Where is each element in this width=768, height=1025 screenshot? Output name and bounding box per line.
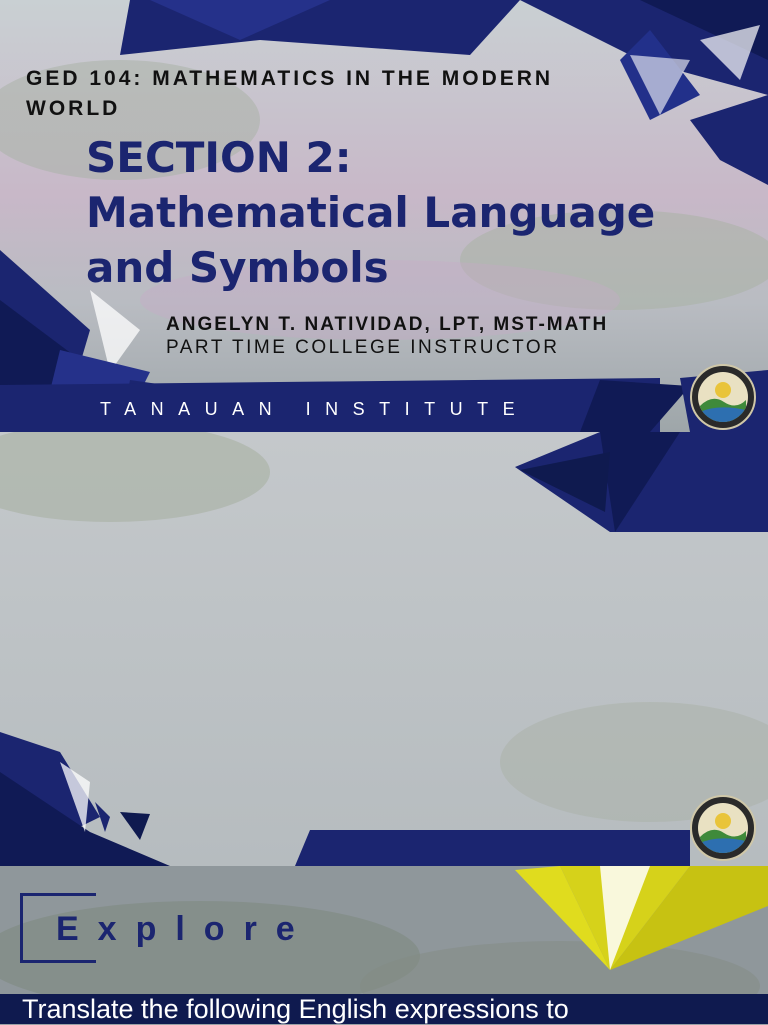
author-role: PART TIME COLLEGE INSTRUCTOR xyxy=(166,337,560,358)
section-title-line: and Symbols xyxy=(86,243,389,292)
school-seal-icon xyxy=(690,795,756,861)
learning-outcomes-background xyxy=(0,432,768,866)
section-title-line: SECTION 2: xyxy=(86,133,352,182)
translate-prompt: Translate the following English expressions to xyxy=(22,994,569,1024)
title-slide xyxy=(0,0,768,432)
explore-heading: Explore xyxy=(56,910,314,948)
author-name: ANGELYN T. NATIVIDAD, LPT, MST-MATH xyxy=(166,314,609,335)
course-title: GED 104: MATHEMATICS IN THE MODERN WORLD xyxy=(26,67,554,120)
section-title xyxy=(86,130,766,295)
school-seal-icon xyxy=(690,364,756,430)
institution-name: TANAUAN INSTITUTE xyxy=(100,399,530,419)
section-title-line: Mathematical Language xyxy=(86,188,656,237)
learning-outcomes-slide xyxy=(0,432,768,866)
